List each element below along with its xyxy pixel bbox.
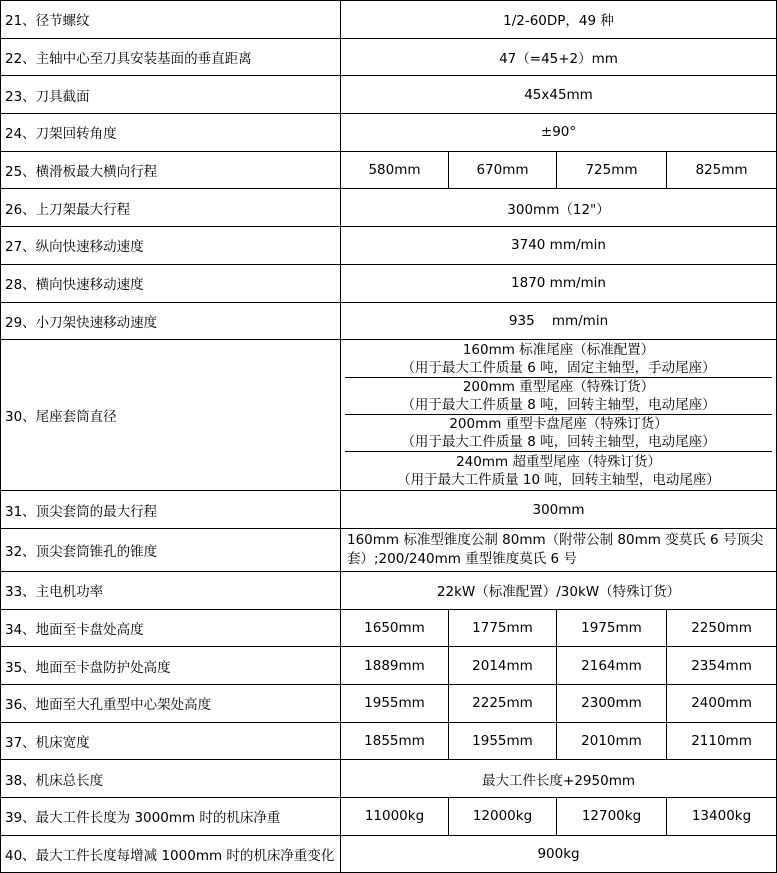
row-cell: 11000kg — [341, 798, 449, 836]
row-value: 1870 mm/min — [341, 264, 777, 302]
option-note: （用于最大工件质量 8 吨，回转主轴型，电动尾座） — [401, 397, 716, 414]
spec-row-33 — [1, 571, 777, 609]
spec-row-24 — [1, 114, 777, 152]
spec-row-34 — [1, 609, 777, 647]
spec-row-40 — [1, 835, 777, 873]
row-label: 21、径节螺纹 — [1, 1, 341, 39]
row-value: 900kg — [341, 835, 777, 873]
row-label: 27、纵向快速移动速度 — [1, 227, 341, 265]
row-label: 26、上刀架最大行程 — [1, 189, 341, 227]
row-cell: 12000kg — [449, 798, 557, 836]
row-cell: 2010mm — [557, 722, 667, 760]
option-title: 160mm 标准尾座（标准配置） — [462, 342, 655, 359]
spec-row-39 — [1, 798, 777, 836]
row-value: 160mm 标准型锥度公制 80mm（附带公制 80mm 变莫氏 6 号顶尖套）;200/240mm 重型锥度莫氏 6 号 — [341, 528, 777, 571]
row-cell: 1855mm — [341, 722, 449, 760]
row-value: 1/2-60DP，49 种 — [341, 1, 777, 39]
spec-row-26 — [1, 189, 777, 227]
spec-row-22 — [1, 38, 777, 76]
row-cell: 2300mm — [557, 684, 667, 722]
row-cell: 12700kg — [557, 798, 667, 836]
row-cell: 725mm — [557, 151, 667, 189]
row-cell: 2250mm — [667, 609, 777, 647]
row-cell: 1955mm — [341, 684, 449, 722]
row-label: 32、顶尖套筒锥孔的锥度 — [1, 528, 341, 571]
spec-row-27 — [1, 227, 777, 265]
row-cell: 670mm — [449, 151, 557, 189]
spec-row-35 — [1, 647, 777, 685]
row-cell: 825mm — [667, 151, 777, 189]
row-value: 最大工件长度+2950mm — [341, 760, 777, 798]
row-label: 37、机床宽度 — [1, 722, 341, 760]
row-label: 30、尾座套筒直径 — [1, 340, 341, 491]
row-value: 45x45mm — [341, 76, 777, 114]
spec-row-30 — [1, 340, 777, 491]
row-label: 34、地面至卡盘处高度 — [1, 609, 341, 647]
spec-row-28 — [1, 264, 777, 302]
row-label: 35、地面至卡盘防护处高度 — [1, 647, 341, 685]
spec-row-25 — [1, 151, 777, 189]
row-cell: 13400kg — [667, 798, 777, 836]
tailstock-option — [345, 341, 772, 378]
tailstock-option — [345, 452, 772, 489]
option-note: （用于最大工件质量 6 吨，固定主轴型，手动尾座） — [401, 360, 716, 377]
option-title: 240mm 超重型尾座（特殊订货） — [456, 453, 661, 470]
row-cell: 1650mm — [341, 609, 449, 647]
row-cell: 2110mm — [667, 722, 777, 760]
row-value: 3740 mm/min — [341, 227, 777, 265]
option-note: （用于最大工件质量 10 吨，回转主轴型，电动尾座） — [397, 471, 720, 488]
spec-row-38 — [1, 760, 777, 798]
row-value: 47（=45+2）mm — [341, 38, 777, 76]
row-cell: 2014mm — [449, 647, 557, 685]
row-label: 31、顶尖套筒的最大行程 — [1, 491, 341, 529]
option-note: （用于最大工件质量 8 吨，回转主轴型，电动尾座） — [401, 434, 716, 451]
row-value: 22kW（标准配置）/30kW（特殊订货） — [341, 571, 777, 609]
row-label: 22、主轴中心至刀具安装基面的垂直距离 — [1, 38, 341, 76]
row-label: 38、机床总长度 — [1, 760, 341, 798]
row-cell: 2354mm — [667, 647, 777, 685]
row-cell: 2400mm — [667, 684, 777, 722]
row-cell: 1775mm — [449, 609, 557, 647]
spec-row-36 — [1, 684, 777, 722]
tailstock-options — [341, 340, 777, 491]
row-label: 33、主电机功率 — [1, 571, 341, 609]
spec-row-29 — [1, 302, 777, 340]
option-title: 200mm 重型尾座（特殊订货） — [462, 379, 655, 396]
spec-row-37 — [1, 722, 777, 760]
spec-row-21 — [1, 1, 777, 39]
option-title: 200mm 重型卡盘尾座（特殊订货） — [449, 416, 668, 433]
row-label: 24、刀架回转角度 — [1, 114, 341, 152]
row-label: 28、横向快速移动速度 — [1, 264, 341, 302]
row-cell: 1975mm — [557, 609, 667, 647]
row-label: 36、地面至大孔重型中心架处高度 — [1, 684, 341, 722]
row-cell: 2164mm — [557, 647, 667, 685]
spec-row-31 — [1, 491, 777, 529]
row-cell: 1889mm — [341, 647, 449, 685]
row-value: 300mm（12"） — [341, 189, 777, 227]
tailstock-option — [345, 415, 772, 452]
row-label: 40、最大工件长度每增减 1000mm 时的机床净重变化 — [1, 835, 341, 873]
row-label: 39、最大工件长度为 3000mm 时的机床净重 — [1, 798, 341, 836]
row-value: 300mm — [341, 491, 777, 529]
row-value: ±90° — [341, 114, 777, 152]
row-cell: 580mm — [341, 151, 449, 189]
tailstock-option — [345, 378, 772, 415]
row-value: 935 mm/min — [341, 302, 777, 340]
row-label: 23、刀具截面 — [1, 76, 341, 114]
spec-row-23 — [1, 76, 777, 114]
row-label: 29、小刀架快速移动速度 — [1, 302, 341, 340]
row-cell: 2225mm — [449, 684, 557, 722]
row-cell: 1955mm — [449, 722, 557, 760]
spec-row-32 — [1, 528, 777, 571]
row-label: 25、横滑板最大横向行程 — [1, 151, 341, 189]
